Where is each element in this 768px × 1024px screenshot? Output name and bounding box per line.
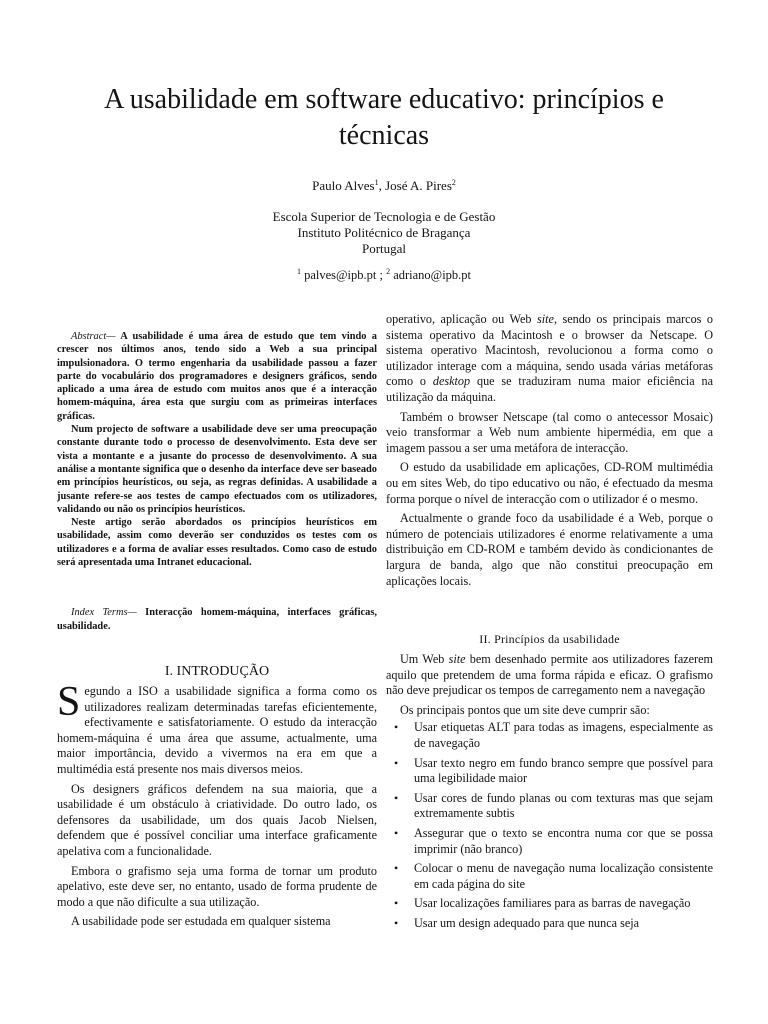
body-paragraph: Actualmente o grande foco da usabilidade é a Web, porque o número de potenciais utilizadores é enorme relativamente a uma distribuição em CD-ROM e também devido às condicionantes de largura de banda, algo que não constitui preocupação em aplicações locais. xyxy=(386,511,713,588)
email-superscript: 1 xyxy=(296,267,301,276)
abstract-paragraph: Neste artigo serão abordados os princípios heurísticos em usabilidade, assim como deverão ser conduzidos os testes com os utilizadores e a forma de avaliar esses resultados. Como caso de estudo será apresentada uma Intranet educacional. xyxy=(57,517,377,569)
email-address: adriano@ipb.pt xyxy=(393,268,472,282)
author-line xyxy=(60,178,708,194)
paragraph-text: operativo, aplicação ou Web xyxy=(386,312,537,326)
abstract-text: A usabilidade é uma área de estudo que tem vindo a crescer nos últimos anos, tendo sido a Web a sua principal impulsionadora. O termo engenharia da usabilidade passou a fazer parte do vocabulário dos programadores e designers gráficos, sendo aplicado a uma área de estudo com muitos anos que é a interacção homem-máquina, área esta que surgiu com as primeiras interfaces gráficas. xyxy=(57,331,377,422)
affiliation-block xyxy=(60,209,708,257)
body-paragraph: Os designers gráficos defendem na sua maioria, que a usabilidade é um obstáculo à criatividade. Do outro lado, os defensores da usabilidade, um dos quais Jacob Nielsen, defendem que é possível conciliar uma interface graficamente apelativa com a funcionalidade. xyxy=(57,781,377,858)
bullet-icon: • xyxy=(394,790,399,805)
email-address: palves@ipb.pt ; xyxy=(304,268,387,282)
author-name: Paulo Alves xyxy=(312,178,375,193)
section-heading-principios xyxy=(386,632,713,647)
bullet-icon: • xyxy=(394,861,399,876)
paper-title: A usabilidade em software educativo: princípios e técnicas xyxy=(104,84,664,151)
paragraph-text: egundo a ISO a usabilidade significa a forma como os utilizadores realizam determinadas tarefas eficientemente, efectivamente e satisfatoriamente. O estudo da interacção homem-máquina é uma área que assume, actualmente, uma maior importância, devido a vivermos na era em que a multimédia está presente nos mais diversos meios. xyxy=(57,684,377,776)
author-separator: , xyxy=(378,178,386,193)
paragraph-text: Um Web xyxy=(400,652,449,666)
author-superscript: 1 xyxy=(374,178,379,187)
bullet-list xyxy=(386,720,713,931)
body-paragraph: Embora o grafismo seja uma forma de tornar um produto apelativo, este deve ser, no entanto, usado de forma prudente de modo a que não dificulte a sua utilização. xyxy=(57,863,377,909)
list-item xyxy=(386,896,713,912)
paragraph-text: bem desenhado permite aos utilizadores fazerem aquilo que pretendem de uma forma rápida e eficaz. O grafismo não deve prejudicar os tempos de carregamento nem a navegação xyxy=(386,652,714,698)
list-item-text: Usar um design adequado para que nunca seja xyxy=(414,915,640,930)
author-name: José A. Pires xyxy=(385,178,452,193)
list-item-text: Assegurar que o texto se encontra numa cor que se possa imprimir (não branco) xyxy=(414,825,713,856)
bullet-icon: • xyxy=(394,896,399,911)
index-terms-lead: Index Terms— xyxy=(71,607,137,618)
index-terms-text: Interacção homem-máquina, interfaces gráficas, usabilidade. xyxy=(57,607,377,632)
paragraph-text: que se traduziram numa maior eficiência na utilização da máquina. xyxy=(386,374,714,404)
abstract-paragraph xyxy=(57,330,377,423)
abstract-lead: Abstract— xyxy=(71,331,116,342)
drop-cap: S xyxy=(57,679,81,725)
list-item xyxy=(386,791,713,822)
list-item-text: Usar etiquetas ALT para todas as imagens, especialmente as de navegação xyxy=(414,720,713,750)
bullet-icon: • xyxy=(394,915,399,930)
body-paragraph: O estudo da usabilidade em aplicações, CD-ROM multimédia ou em sites Web, do tipo educativo ou não, é efectuado da mesma forma porque o nível de interacção com o utilizador é o mesmo. xyxy=(386,460,713,506)
right-column-continuation xyxy=(386,312,713,593)
italic-term: desktop xyxy=(432,374,471,389)
index-terms xyxy=(57,606,377,634)
body-paragraph xyxy=(386,652,713,699)
body-paragraph xyxy=(57,679,377,778)
body-paragraph xyxy=(386,312,713,406)
author-superscript: 2 xyxy=(451,178,456,187)
email-line xyxy=(60,268,708,283)
italic-term: site xyxy=(448,652,466,666)
list-item-text: Colocar o menu de navegação numa localização consistente em cada página do site xyxy=(414,861,713,891)
bullet-icon: • xyxy=(394,720,399,735)
abstract xyxy=(57,330,377,569)
list-item xyxy=(386,720,713,751)
list-item xyxy=(386,826,713,857)
body-paragraph: Os principais pontos que um site deve cumprir são: xyxy=(400,702,650,717)
italic-term: site xyxy=(537,312,554,326)
affiliation-line: Portugal xyxy=(361,241,407,256)
list-item-text: Usar texto negro em fundo branco sempre que possível para uma legibilidade maior xyxy=(414,755,713,786)
section-heading-text: II. Princípios da usabilidade xyxy=(479,632,620,646)
bullet-icon: • xyxy=(394,755,399,770)
list-item xyxy=(386,756,713,787)
section-introducao-body xyxy=(57,679,377,934)
affiliation-line: Instituto Politécnico de Bragança xyxy=(297,225,471,240)
list-item xyxy=(386,861,713,892)
body-paragraph: A usabilidade pode ser estudada em qualquer sistema xyxy=(71,914,331,929)
email-superscript: 2 xyxy=(386,267,391,276)
list-item-text: Usar localizações familiares para as barras de navegação xyxy=(414,896,691,911)
list-item-text: Usar cores de fundo planas ou com texturas mas que sejam extremamente subtis xyxy=(414,790,713,821)
bullet-icon: • xyxy=(394,825,399,840)
section-heading-introducao: I. INTRODUÇÃO xyxy=(164,664,270,679)
body-paragraph: Também o browser Netscape (tal como o antecessor Mosaic) veio transformar a Web num ambiente hipermédia, em que a imagem passou a ser uma metáfora de interacção. xyxy=(386,409,713,455)
abstract-paragraph: Num projecto de software a usabilidade deve ser uma preocupação constante durante todo o processo de desenvolvimento. Esta deve ser vista a montante e a jusante do processo de desenvolvimento. A sua análise a montante significa que o desenho da interface deve ser baseado em princípios heurísticos, ou seja, as regras definidas. A usabilidade a jusante refere-se aos testes de campo efectuados com os utilizadores, validando ou não os princípios heurísticos. xyxy=(57,424,377,515)
list-item xyxy=(386,916,713,932)
section-principios-body xyxy=(386,652,713,936)
affiliation-line: Escola Superior de Tecnologia e de Gestão xyxy=(272,209,496,224)
paragraph-text: , sendo os principais marcos o sistema operativo da Macintosh e o browser da Netscape. O sistema operativo Macintosh, revolucionou a forma como o utilizador interage com a máquina, sendo usada várias metáforas como o xyxy=(386,312,713,389)
